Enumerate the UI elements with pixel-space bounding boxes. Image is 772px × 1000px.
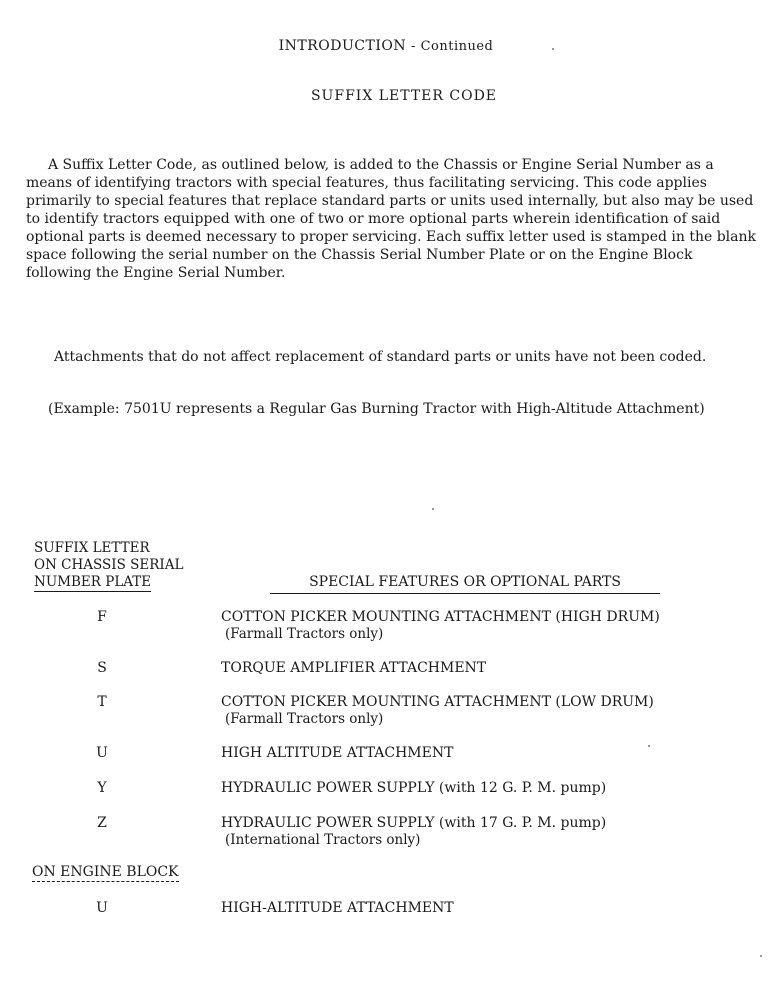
feature-description xyxy=(221,780,751,797)
suffix-code: U xyxy=(96,900,108,916)
feature-description xyxy=(221,660,751,677)
column-header-suffix xyxy=(34,540,214,592)
column-header-line: NUMBER PLATE xyxy=(34,574,152,590)
section-title: SUFFIX LETTER CODE xyxy=(310,88,498,104)
feature-text: HYDRAULIC POWER SUPPLY (with 17 G. P. M. pump) xyxy=(221,815,607,831)
feature-note: (Farmall Tractors only) xyxy=(225,711,384,727)
column-header-line: ON CHASSIS SERIAL xyxy=(34,557,184,573)
header-continued: - Continued xyxy=(411,39,494,54)
feature-text: HIGH ALTITUDE ATTACHMENT xyxy=(221,745,454,761)
feature-description xyxy=(221,609,751,643)
scan-speck xyxy=(648,745,650,747)
intro-paragraph: A Suffix Letter Code, as outlined below, is added to the Chassis or Engine Serial Number as a means of identifying tractors with special features, thus facilitating servicing. This code applies primarily to special features that replace standard parts or units used internally, but also may be used to identify tractors equipped with one of two or more optional parts wherein identification of said optional parts is deemed necessary to proper servicing. Each suffix letter used is stamped in the blank space following the serial number on the Chassis Serial Number Plate or on the Engine Block following the Engine Serial Number. xyxy=(26,157,757,281)
feature-description xyxy=(221,900,751,917)
suffix-code: S xyxy=(97,660,107,676)
column-header-line: SUFFIX LETTER xyxy=(34,540,150,556)
attachments-paragraph: Attachments that do not affect replacement of standard parts or units have not been coded. xyxy=(54,349,707,365)
suffix-code: U xyxy=(96,745,108,761)
suffix-code: Z xyxy=(97,815,107,831)
header-title: INTRODUCTION xyxy=(278,38,407,54)
scan-speck xyxy=(432,508,434,510)
feature-note: (International Tractors only) xyxy=(225,832,421,848)
feature-description xyxy=(221,745,751,762)
feature-text: COTTON PICKER MOUNTING ATTACHMENT (HIGH DRUM) xyxy=(221,609,660,625)
feature-description xyxy=(221,815,751,849)
scan-speck xyxy=(552,48,554,50)
feature-text: HYDRAULIC POWER SUPPLY (with 12 G. P. M. pump) xyxy=(221,780,607,796)
feature-text: COTTON PICKER MOUNTING ATTACHMENT (LOW DRUM) xyxy=(221,694,654,710)
suffix-code: F xyxy=(97,609,107,625)
column-header-features: SPECIAL FEATURES OR OPTIONAL PARTS xyxy=(270,574,660,594)
page-header xyxy=(0,38,772,54)
scan-speck xyxy=(760,955,762,957)
feature-text: HIGH-ALTITUDE ATTACHMENT xyxy=(221,900,454,916)
feature-description xyxy=(221,694,751,728)
suffix-code: T xyxy=(97,694,107,710)
feature-note: (Farmall Tractors only) xyxy=(225,626,384,642)
suffix-code: Y xyxy=(97,780,107,796)
feature-text: TORQUE AMPLIFIER ATTACHMENT xyxy=(221,660,487,676)
engine-block-heading: ON ENGINE BLOCK xyxy=(32,864,179,880)
example-paragraph: (Example: 7501U represents a Regular Gas Burning Tractor with High-Altitude Attachment) xyxy=(48,401,705,417)
